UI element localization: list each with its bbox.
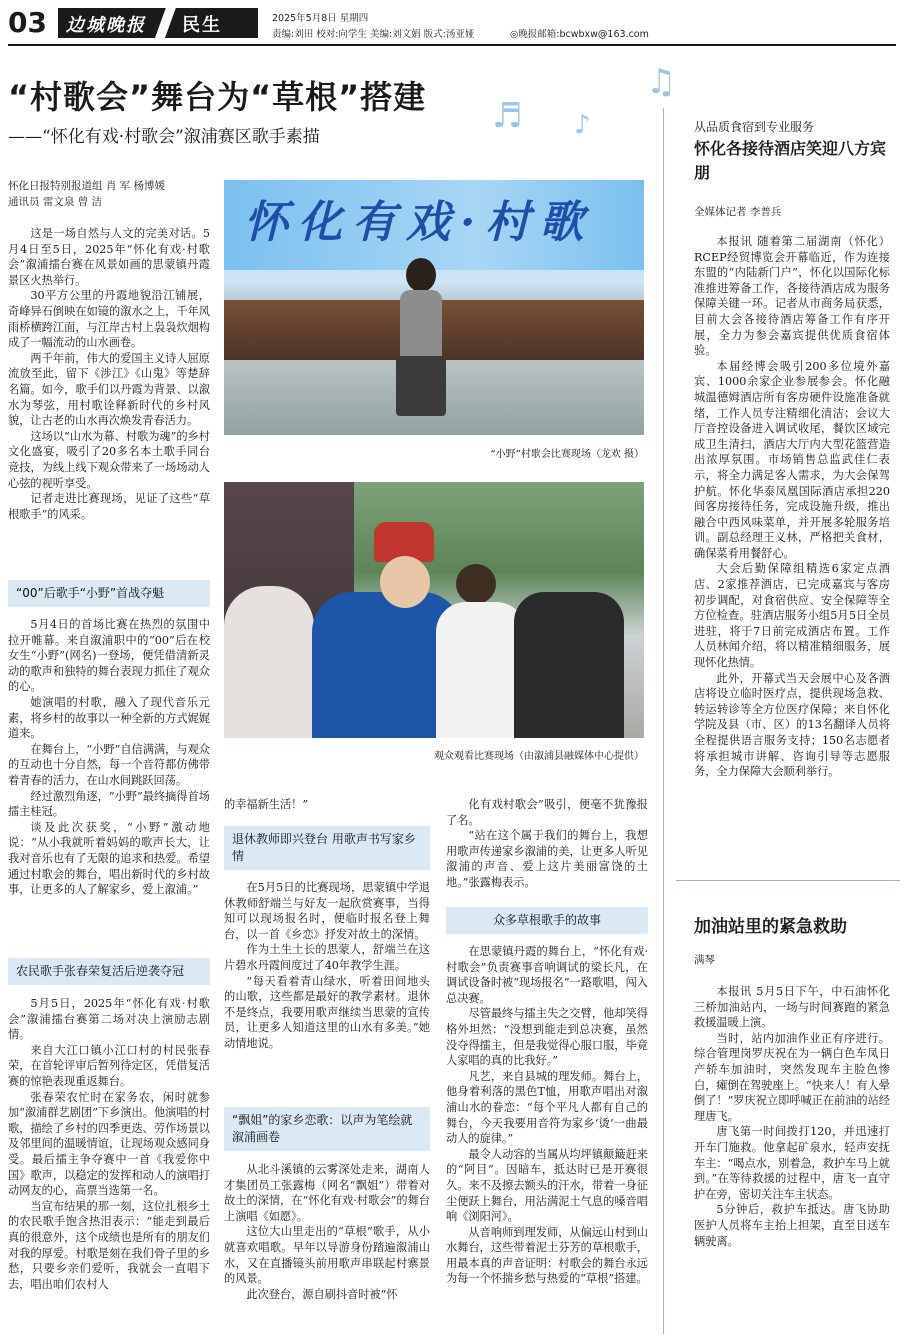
article-col1-intro (8, 226, 210, 572)
paragraph: 本报讯 5月5日下午，中石油怀化三桥加油站内，一场与时间赛跑的紧急救援温暖上演。 (694, 985, 890, 1030)
side1-headline: 怀化各接待酒店笑迎八方宾朋 (694, 139, 887, 182)
paragraph: 5月5日，2025年“怀化有戏·村歌会”溆浦擂台赛第二场对决上演励志剧情。 (8, 997, 210, 1042)
paragraph: 本届经博会吸引200多位境外嘉宾、1000余家企业参展参会。怀化融城温德姆酒店所有客房硬件设施准备就绪，工作人员专注精细化清洁；会议大厅音控设备进入调试收尾，餐饮区域完成卫生清扫，酒店大厅内大型花篮营造出浓厚氛围。市场销售总监武佳仁表示，将全力满足客人需求，为大会保驾护航。怀化华泰凤凰国际酒店承担220间客房接待任务，完成设施升级，推出融合中西风味菜单，并开展多轮服务培训。副总经理王义林，严格把关食材，确保菜肴用餐舒心。 (694, 359, 890, 560)
paragraph: 这场以“山水为幕、村歌为魂”的乡村文化盛宴，吸引了20多名本土歌手同台竞技，为线上线下观众带来了一场场动人心弦的视听享受。 (8, 429, 210, 490)
paragraph: 来自大江口镇小江口村的村民张春荣，在首轮评审后暂列待定区，凭借复活赛的惊艳表现重返舞台。 (8, 1043, 210, 1088)
paragraph: 这是一场自然与人文的完美对话。5月4日至5日，2025年“怀化有戏·村歌会”溆浦擂台赛在风景如画的思蒙镇丹霞景区火热举行。 (8, 227, 210, 287)
paragraph: 尽管最终与擂主失之交臂，他却笑得格外坦然：“没想到能走到总决赛，虽然没夺得擂主，但是我觉得心服口服，毕竟人家唱的真的比我好。” (446, 1007, 648, 1068)
article-col1-xiaoye (8, 617, 210, 951)
side2-body (694, 984, 890, 1332)
paragraph: 最令人动容的当属从均坪镇颠簸赶来的“阿目”。因暗车，抵达时已是开赛很久。来不及擦去额头的汗水，带着一身征尘便跃上舞台，用沾满泥土气息的嗓音唱响《浏阳河》。 (446, 1147, 648, 1224)
editor-credits: 责编:刘田 校对:向学生 美编:刘文娟 版式:汤亚娅 (272, 29, 475, 40)
paragraph: 此外，开幕式当天会展中心及各酒店将设立临时医疗点，提供现场急救、转运转诊等全方位医疗保障；来自怀化学院及县（市、区）的13名翻译人员将全程提供语言服务支持；150名志愿者将承担城市讲解、咨询引导等志愿服务，全力保障大会顺利举行。 (694, 671, 890, 779)
contact-email: ◎晚报邮箱:bcwbxw@163.com (510, 29, 649, 40)
main-headline: “村歌会”舞台为“草根”搭建 (8, 78, 427, 116)
section-name: 民生 (182, 15, 222, 36)
subhead-zhangchunrong: 农民歌手张春荣复活后逆袭夺冠 (8, 958, 210, 985)
header-rule (8, 44, 896, 46)
paragraph: 化有戏村歌会”吸引，便毫不犹豫报了名。 (446, 798, 648, 827)
paragraph: 这位大山里走出的“草根”歌手，从小就喜欢唱歌。早年以导游身份踏遍溆浦山水，又在直播镜头前用歌声串联起村寨景的风景。 (224, 1225, 430, 1286)
paragraph: 凡艺，来自县城的理发师。舞台上，他身着利落的黑色T恤，用歌声唱出对溆浦山水的眷恋：“每个平凡人都有自己的舞台，今天我要用音符为家乡‘烫’一曲最动人的旋律。” (446, 1069, 648, 1146)
article-col2-teacher (224, 880, 430, 1098)
paragraph: 作为土生土长的思蒙人，舒端兰在这片碧水丹霞间度过了40年教学生涯。 (224, 943, 430, 972)
paragraph: 记者走进比赛现场，见证了这些“草根歌手”的风采。 (8, 492, 210, 521)
paragraph: 谈及此次获奖，“小野”激动地说：“从小我就听着妈妈的歌声长大，让我对音乐也有了无限的追求和热爱。希望通过村歌会的舞台，唱出新时代的乡村故事，让更多的人了解家乡，爱上溆浦。” (8, 820, 210, 897)
side-divider (676, 880, 900, 881)
side1-kicker: 从品质食宿到专业服务 (694, 120, 815, 134)
stage-photo (224, 180, 644, 435)
byline-reporters: 怀化日报特别报道组 肖 军 杨博媛 (8, 180, 166, 192)
paragraph: 在5月5日的比赛现场，思蒙镇中学退休教师舒端兰与好友一起欣赏赛事，当得知可以现场报名时，便临时报名登上舞台，以一首《乡恋》抒发对故土的深情。 (224, 881, 430, 941)
article-col1-zhangchunrong (8, 996, 210, 1332)
paragraph: 从北斗溪镇的云雾深处走来，湖南人才集团员工张露梅（网名“飘姐”）带着对故土的深情，在“怀化有戏·村歌会”的舞台上演唱《如愿》。 (224, 1163, 430, 1223)
banner-text: 怀化有戏·村歌 (244, 197, 594, 248)
article-col3-piaojie-end (446, 797, 648, 899)
byline (8, 178, 218, 210)
paragraph: 在思蒙镇丹霞的舞台上，“怀化有戏·村歌会”负责赛事音响调试的梁长凡，在调试设备时被“现场报名”一路歌唱，闯入总决赛。 (446, 945, 648, 1005)
paragraph: 5月4日的首场比赛在热烈的氛围中拉开帷幕。来自溆浦职中的“00”后在校女生“小野”(网名)一登场，便凭借清新灵动的歌声和独特的舞台表现力抓住了观众的心。 (8, 618, 210, 694)
music-note-icon: ♪ (574, 110, 591, 140)
column-divider (663, 108, 664, 1334)
paragraph: 当宣布结果的那一刻，这位扎根乡土的农民歌手饱含热泪表示：“能走到最后真的很意外，这个成绩也是所有的朋友们对我的厚爱。村歌是刻在我们骨子里的乡愁，只要乡亲们爱听，我就会一直唱下去，唱出咱们农村人 (8, 1199, 210, 1291)
subhead-retired-teacher: 退休教师即兴登台 用歌声书写家乡情 (224, 826, 430, 870)
page-number: 03 (8, 6, 47, 39)
paragraph: 大会后勤保障组精选6家定点酒店、2家推荐酒店，已完成嘉宾与客房初步调配，对食宿供应、安全保障等全方位检查。驻酒店服务小组5月5日全员进驻，将于7日前完成酒店布置。工作人员林闻介绍，将以精准精细服务，展现怀化热情。 (694, 562, 890, 670)
paragraph: 本报讯 随着第二届湖南（怀化）RCEP经贸博览会开幕临近，作为连接东盟的“内陆新门户”，怀化以国际化标准推进筹备工作，各接待酒店成为服务保障关键一环。记者从市商务局获悉，目前大会各接待酒店筹备工作有序开展，全力为参会嘉宾提供优质食宿体验。 (694, 235, 890, 358)
paragraph: 当时，站内加油作业正有序进行。综合管理岗罗庆祝在为一辆白色车凤日产轿车加油时，突然发现车主脸色惨白，瘫倒在驾驶座上。“快来人！有人晕倒了！”罗庆祝立即呼喊正在前油的站经理唐飞。 (694, 1031, 890, 1123)
subhead-xiaoye: “00”后歌手“小野”首战夺魁 (8, 580, 210, 607)
paragraph: 唐飞第一时间拨打120，并迅速打开车门施救。他拿起矿泉水，轻声安抚车主：“喝点水，别着急，救护车马上就到。”在等待救援的过程中，唐飞一直守护在旁，密切关注车主状态。 (694, 1125, 890, 1201)
side2-byline: 满琴 (694, 954, 715, 966)
subhead-piaojie: “飘姐”的家乡恋歌：以声为笔绘就溆浦画卷 (224, 1107, 430, 1151)
music-note-icon: ♬ (492, 96, 523, 136)
article-col3-grassroots (446, 944, 648, 1332)
audience-photo (224, 482, 644, 738)
subhead-grassroots: 众多草根歌手的故事 (446, 907, 648, 934)
stage-photo-caption: “小野”村歌会比赛现场（龙欢 摄） (490, 449, 644, 460)
issue-date: 2025年5月8日 星期四 (272, 13, 369, 24)
main-subheadline: ——“怀化有戏·村歌会”溆浦赛区歌手素描 (8, 127, 320, 147)
paragraph: “每天看着青山绿水，听着田间地头的山歌，这些都是最好的教学素材。退休不是终点，我要用歌声继续当思蒙的宣传员，让更多人知道这里的山水有多美。”她动情地说。 (224, 974, 430, 1050)
paragraph: 在舞台上，“小野”自信满满，与观众的互动也十分自然，每一个音符都仿佛带着青春的活力，在山水间跳跃回荡。 (8, 742, 210, 787)
paragraph: 两千年前，伟大的爱国主义诗人屈原流放至此，留下《涉江》《山鬼》等楚辞名篇。如今，歌手们以丹霞为背景、以溆水为琴弦，用村歌诠释新时代的乡村风貌，让古老的山水再次焕发青春活力。 (8, 351, 210, 428)
paragraph: 此次登台，源自刷抖音时被“怀 (246, 1287, 398, 1301)
music-note-icon: ♫ (646, 62, 677, 102)
paragraph: 她演唱的村歌，融入了现代音乐元素，将乡村的故事以一种全新的方式娓娓道来。 (8, 695, 210, 741)
side2-headline: 加油站里的紧急救助 (694, 917, 847, 937)
byline-correspondents: 通讯员 雷文泉 曾 洁 (8, 196, 103, 208)
side1-byline: 全媒体记者 李普兵 (694, 206, 782, 218)
paragraph: “站在这个属于我们的舞台上，我想用歌声传递家乡溆浦的美，让更多人听见溆浦的声音、爱上这片美丽富饶的土地。”张露梅表示。 (446, 829, 648, 889)
article-col2-piaojie (224, 1162, 430, 1332)
article-col2-continuation: 的幸福新生活！” (224, 798, 309, 811)
paragraph: 张春荣农忙时在家务农，闲时就参加“溆浦群艺剧团”下乡演出。他演唱的村歌，描绘了乡村的四季更迭、劳作场景以及邻里间的温暖情谊，让现场观众感同身受。最后擂主争夺赛中一首《我爱你中国》歌声，以稳定的发挥和动人的演唱打动网友的心，高票当选第一名。 (8, 1090, 210, 1198)
paragraph: 5分钟后，救护车抵达。唐飞协助医护人员将车主抬上担架，直至目送车辆驶离。 (694, 1203, 890, 1248)
paragraph: 从音响师到理发师，从偏远山村到山水舞台，这些带着泥土芬芳的草根歌手，用最本真的声音证明：村歌会的舞台永远为每一个怀揣乡愁与热爱的“草根”搭建。 (446, 1225, 648, 1286)
paragraph: 经过激烈角逐，“小野”最终摘得首场擂主桂冠。 (8, 789, 210, 819)
audience-photo-caption: 观众观看比赛现场（由溆浦县融媒体中心提供） (434, 751, 644, 762)
paragraph: 30平方公里的丹霞地貌沿江铺展，奇峰异石倒映在如镜的溆水之上，千年风雨桥横跨江面，与江岸古村上袅袅炊烟构成了一幅流动的山水画卷。 (8, 289, 210, 350)
newspaper-brand: 边城晚报 (66, 15, 146, 36)
side1-body (694, 234, 890, 860)
